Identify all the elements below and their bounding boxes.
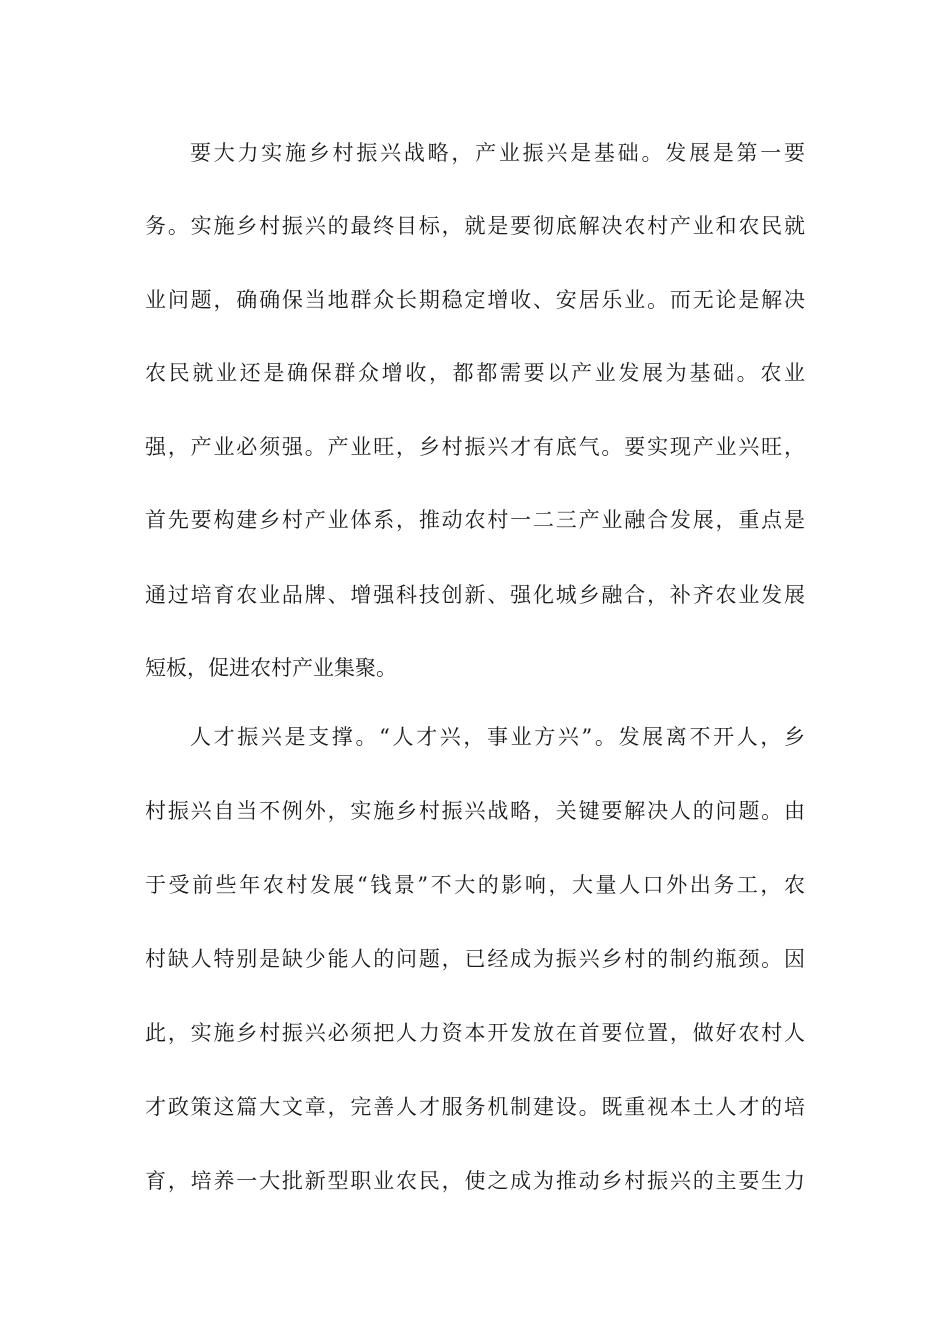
- paragraph-2-line-1: 人才振兴是支撑。“人才兴，事业方兴”。发展离不开人，乡: [190, 725, 805, 749]
- paragraph-1-line-3: 业问题，确确保当地群众长期稳定增收、安居乐业。而无论是解决: [145, 288, 805, 312]
- paragraph-1-line-8: 短板，促进农村产业集聚。: [145, 656, 397, 680]
- paragraph-1-line-7: 通过培育农业品牌、增强科技创新、强化城乡融合，补齐农业发展: [145, 583, 805, 607]
- paragraph-1-line-4: 农民就业还是确保群众增收，都都需要以产业发展为基础。农业: [145, 361, 805, 385]
- paragraph-1-line-2: 务。实施乡村振兴的最终目标，就是要彻底解决农村产业和农民就: [145, 214, 805, 238]
- paragraph-2-line-3: 于受前些年农村发展“钱景”不大的影响，大量人口外出务工，农: [145, 873, 805, 897]
- paragraph-1-line-1: 要大力实施乡村振兴战略，产业振兴是基础。发展是第一要: [190, 141, 805, 165]
- paragraph-1-line-5: 强，产业必须强。产业旺，乡村振兴才有底气。要实现产业兴旺，: [145, 435, 805, 459]
- paragraph-2-line-7: 育，培养一大批新型职业农民，使之成为推动乡村振兴的主要生力: [145, 1169, 805, 1193]
- paragraph-2-line-6: 才政策这篇大文章，完善人才服务机制建设。既重视本土人才的培: [145, 1095, 805, 1119]
- paragraph-2-line-5: 此，实施乡村振兴必须把人力资本开发放在首要位置，做好农村人: [145, 1021, 805, 1045]
- paragraph-1-line-6: 首先要构建乡村产业体系，推动农村一二三产业融合发展，重点是: [145, 508, 805, 532]
- paragraph-2-line-4: 村缺人特别是缺少能人的问题，已经成为振兴乡村的制约瓶颈。因: [145, 947, 805, 971]
- paragraph-2-line-2: 村振兴自当不例外，实施乡村振兴战略，关键要解决人的问题。由: [145, 799, 805, 823]
